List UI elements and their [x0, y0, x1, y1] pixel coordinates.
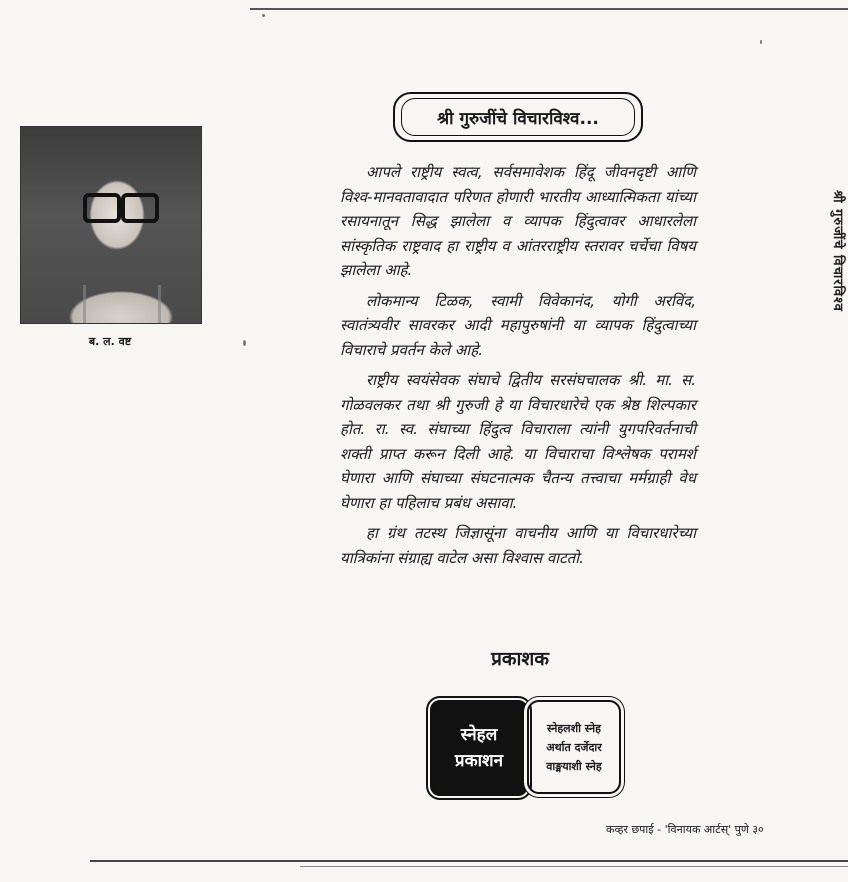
bottom-rule-thin [300, 866, 848, 867]
logo-name-line-1: स्नेहल [460, 725, 498, 745]
glasses-bridge [117, 201, 125, 205]
logo-name-line-2: प्रकाशन [454, 751, 504, 771]
shirt-collar [83, 285, 161, 323]
book-title: श्री गुरुजींचे विचारविश्व... [437, 108, 599, 129]
glasses-left [83, 193, 121, 223]
tagline-line-1: स्नेहलशी स्नेह [547, 721, 601, 735]
author-photo [20, 126, 202, 324]
title-frame [393, 92, 643, 142]
spine-title: श्री गुरुजींचे विचारविश्व [830, 190, 845, 312]
title-frame-inner [401, 98, 635, 136]
blurb-text [340, 160, 696, 576]
blurb-paragraph-4: हा ग्रंथ तटस्थ जिज्ञासूंना वाचनीय आणि या विचारधारेच्या यात्रिकांना संग्राह्य वाटेल असा विश्वास वाटतो. [340, 524, 696, 567]
publisher-tagline-box [527, 700, 621, 794]
bottom-rule [90, 860, 848, 862]
paper-speck [262, 14, 265, 17]
spine-strip [830, 190, 848, 690]
tagline-line-3: वाङ्मयाशी स्नेह [546, 759, 602, 773]
blurb-paragraph-2: लोकमान्य टिळक, स्वामी विवेकानंद, योगी अरविंद, स्वातंत्र्यवीर सावरकर आदी महापुरुषांनी या व्यापक हिंदुत्वाच्या विचाराचे प्रवर्तन केले आहे. [340, 291, 696, 359]
top-rule [250, 8, 848, 10]
photo-caption: ब. ल. वष्ट [88, 335, 132, 348]
glasses-right [121, 193, 159, 223]
printer-credit: कव्हर छपाई - 'विनायक आर्टस्' पुणे ३० [606, 823, 764, 836]
paper-speck [243, 340, 246, 346]
blurb-paragraph-1: आपले राष्ट्रीय स्वत्व, सर्वसमावेशक हिंदू जीवनदृष्टी आणि विश्व-मानवतावादात परिणत होणारी भारतीय आध्यात्मिकता यांच्या रसायनातून सिद्ध झालेला व व्यापक हिंदुत्वावर आधारलेला सांस्कृतिक राष्ट्रवाद हा राष्ट्रीय व आंतरराष्ट्रीय स्तरावर चर्चेचा विषय झालेला आहे. [340, 163, 696, 279]
blurb-paragraph-3: राष्ट्रीय स्वयंसेवक संघाचे द्वितीय सरसंघचालक श्री. मा. स. गोळवलकर तथा श्री गुरुजी हे या विचारधारेचे एक श्रेष्ठ शिल्पकार होत. रा. स्व. संघाच्या हिंदुत्व विचाराला त्यांनी युगपरिवर्तनाची शक्ती प्राप्त करून दिली आहे. या विचाराचा विश्लेषक परामर्श घेणारा आणि संघाच्या संघटनात्मक चैतन्य तत्त्वाचा मर्मग्राही वेध घेणारा हा पहिलाच प्रबंध असावा. [340, 371, 696, 512]
publisher-label: प्रकाशक [491, 648, 549, 670]
paper-speck [760, 40, 762, 44]
publisher-logo [430, 700, 528, 796]
tagline-line-2: अर्थात दर्जेदार [546, 740, 602, 754]
